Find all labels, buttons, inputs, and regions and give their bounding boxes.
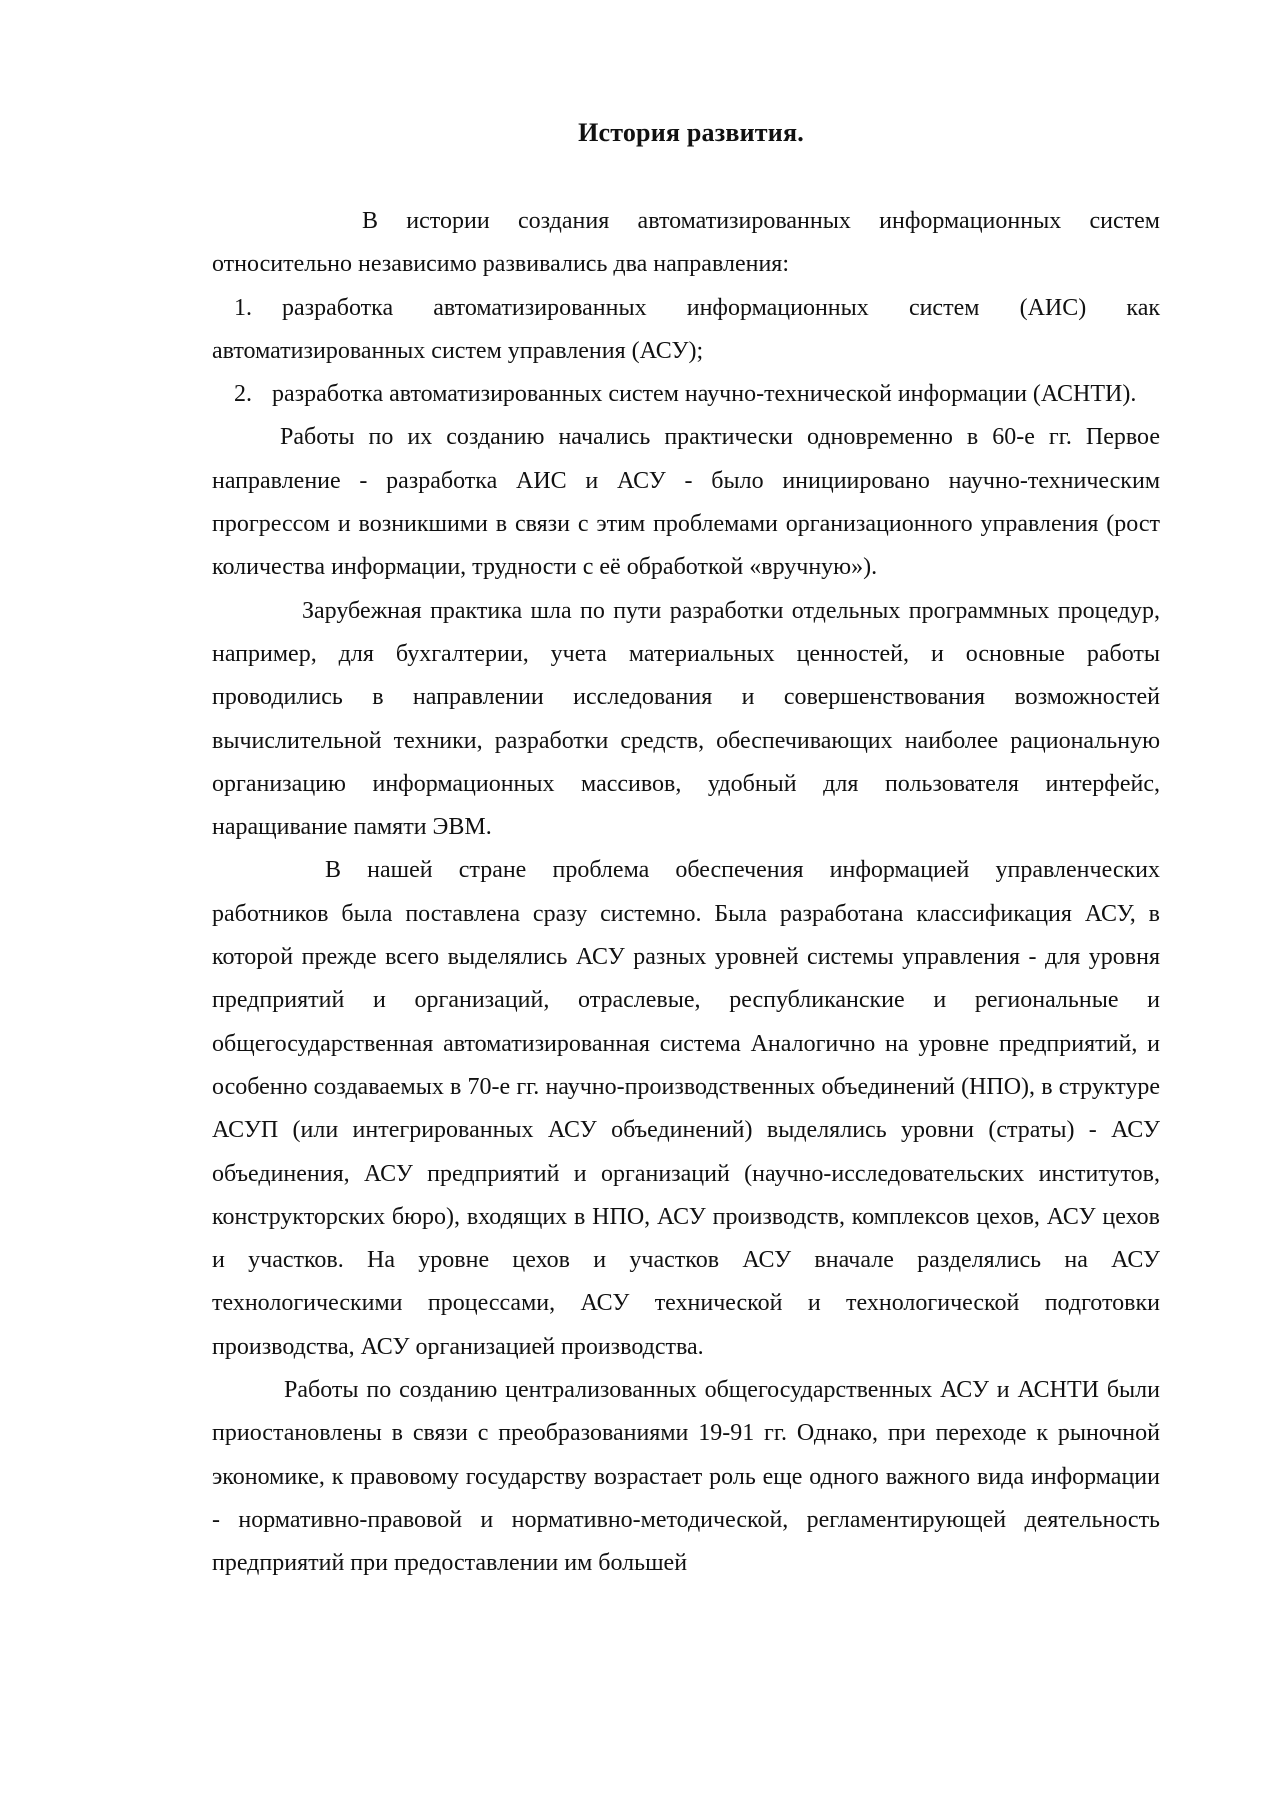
list-item-2 [212,373,1160,416]
list-item-1 [212,287,1160,374]
document-page [212,118,1160,1586]
title-text: История развития. [578,118,804,147]
list-text-2: разработка автоматизированных систем научно-технической информации (АСНТИ). [272,381,1137,408]
document-body [212,200,1160,1586]
paragraph-history: Работы по их созданию начались практически одновременно в 60-е гг. Первое направление - разработка АИС и АСУ - было инициировано научно-техническим прогрессом и возникшими в связи с этим проблемами организационного управления (рост количества информации, трудности с её обработкой «вручную»). [212,424,1160,581]
document-title [212,118,1160,148]
list-number-2: 2. [234,381,252,408]
paragraph-intro: В истории создания автоматизированных информационных систем относительно независимо развивались два направления: [212,208,1160,278]
paragraph-centralized: Работы по созданию централизованных общегосударственных АСУ и АСНТИ были приостановлены в связи с преобразованиями 19-91 гг. Однако, при переходе к рыночной экономике, к правовому государству возрастает роль еще одного важного вида информации - нормативно-правовой и нормативно-методической, регламентирующей деятельность предприятий при предоставлении им большей [212,1377,1160,1577]
list-text-1: разработка автоматизированных информационных систем (АИС) как автоматизированных систем управления (АСУ); [212,294,1160,364]
paragraph-foreign-practice: Зарубежная практика шла по пути разработки отдельных программных процедур, например, для бухгалтерии, учета материальных ценностей, и основные работы проводились в направлении исследования и совершенствования возможностей вычислительной техники, разработки средств, обеспечивающих наиболее рациональную организацию информационных массивов, удобный для пользователя интерфейс, наращивание памяти ЭВМ. [212,597,1160,841]
paragraph-domestic: В нашей стране проблема обеспечения информацией управленческих работников была поставлена сразу системно. Была разработана классификация АСУ, в которой прежде всего выделялись АСУ разных уровней системы управления - для уровня предприятий и организаций, отраслевые, республиканские и региональные и общегосударственная автоматизированная система Аналогично на уровне предприятий, и особенно создаваемых в 70-е гг. научно-производственных объединений (НПО), в структуре АСУП (или интегрированных АСУ объединений) выделялись уровни (страты) - АСУ объединения, АСУ предприятий и организаций (научно-исследовательских институтов, конструкторских бюро), входящих в НПО, АСУ производств, комплексов цехов, АСУ цехов и участков. На уровне цехов и участков АСУ вначале разделялись на АСУ технологическими процессами, АСУ технической и технологической подготовки производства, АСУ организацией производства. [212,857,1160,1360]
list-number-1: 1. [234,294,252,321]
